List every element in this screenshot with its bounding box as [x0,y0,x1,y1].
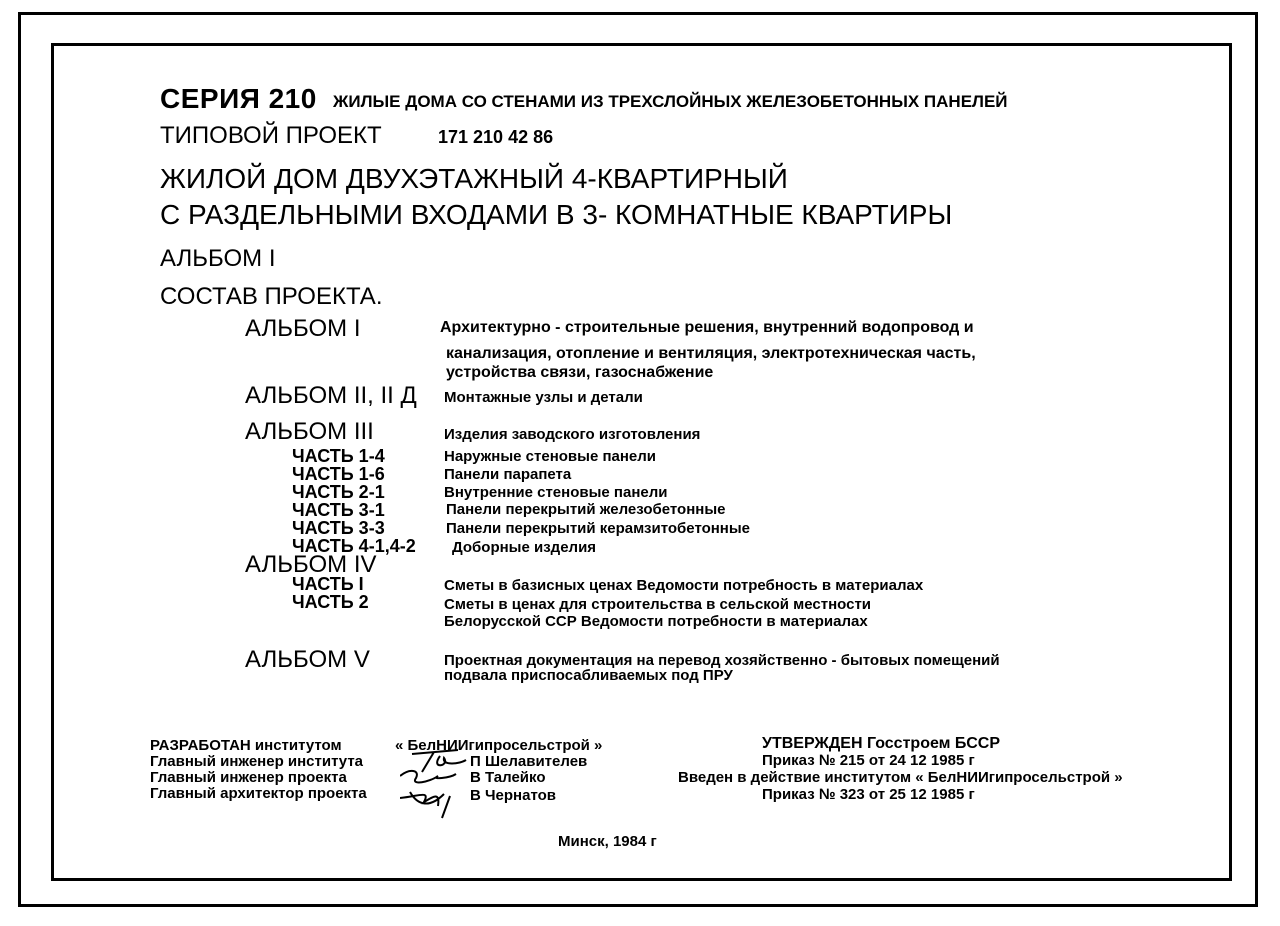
project-label: ТИПОВОЙ ПРОЕКТ [160,122,382,149]
album-4-part-2-label: ЧАСТЬ 2 [292,592,369,612]
album-3-part-label: ЧАСТЬ 1-6 [292,464,385,484]
city-year: Минск, 1984 г [558,833,657,850]
album-1-desc-line2: канализация, отопление и вентиляция, электротехническая часть, [446,345,976,362]
album-3-part-desc: Панели парапета [444,466,572,483]
album-3-part-desc: Внутренние стеновые панели [444,484,668,501]
album-1-desc-line3: устройства связи, газоснабжение [446,364,714,381]
chief-engineer-institute-name: П Шелавителев [470,753,588,770]
chief-architect-name: В Чернатов [470,787,556,804]
chief-engineer-institute-label: Главный инженер института [150,753,364,770]
album-2-label: АЛЬБОМ II, II Д [245,382,417,409]
album-4-part-1-label: ЧАСТЬ I [292,574,364,594]
album-3-part-desc: Панели перекрытий железобетонные [446,501,726,518]
album-3-part-label: ЧАСТЬ 2-1 [292,482,385,502]
album-1-label: АЛЬБОМ I [245,315,361,342]
album-4-label: АЛЬБОМ IV [245,551,377,578]
album-2-desc: Монтажные узлы и детали [444,389,643,406]
order-1: Приказ № 215 от 24 12 1985 г [762,752,975,769]
album-3-part-desc: Доборные изделия [452,539,597,556]
album-3-label: АЛЬБОМ III [245,418,374,445]
album-5-desc-line1: Проектная документация на перевод хозяйственно - бытовых помещений [444,652,1000,669]
project-number: 171 210 42 86 [438,127,554,147]
album-3-part-label: ЧАСТЬ 1-4 [292,446,385,466]
album-3-part-desc: Панели перекрытий керамзитобетонные [446,520,751,537]
album-5-desc-line2: подвала приспосабливаемых под ПРУ [444,667,733,684]
series-description: ЖИЛЫЕ ДОМА СО СТЕНАМИ ИЗ ТРЕХСЛОЙНЫХ ЖЕЛЕЗОБЕТОННЫХ ПАНЕЛЕЙ [333,92,1008,111]
album-4-part-1-desc: Сметы в базисных ценах Ведомости потребность в материалах [444,577,924,594]
album-1-desc-line1: Архитектурно - строительные решения, внутренний водопровод и [440,319,974,336]
order-2: Приказ № 323 от 25 12 1985 г [762,786,975,803]
album-3-part-label: ЧАСТЬ 4-1,4-2 [292,536,416,556]
institute-name: « БелНИИгипросельстрой » [395,737,603,754]
chief-engineer-project-label: Главный инженер проекта [150,769,347,786]
approved-by: УТВЕРЖДЕН Госстроем БССР [762,735,1000,752]
album-4-part-2-desc-line2: Белорусской ССР Ведомости потребности в материалах [444,613,868,630]
title-line-2: С РАЗДЕЛЬНЫМИ ВХОДАМИ В 3- КОМНАТНЫЕ КВАРТИРЫ [160,199,953,230]
album-title: АЛЬБОМ I [160,245,276,272]
album-3-part-label: ЧАСТЬ 3-1 [292,500,385,520]
introduced-by: Введен в действие институтом « БелНИИгипросельстрой » [678,769,1123,786]
title-line-1: ЖИЛОЙ ДОМ ДВУХЭТАЖНЫЙ 4-КВАРТИРНЫЙ [160,163,788,194]
chief-engineer-project-name: В Талейко [470,769,546,786]
signature-scribble [400,746,470,826]
chief-architect-label: Главный архитектор проекта [150,785,367,802]
composition-heading: СОСТАВ ПРОЕКТА. [160,283,383,310]
series-label: СЕРИЯ 210 [160,83,317,114]
album-3-part-label: ЧАСТЬ 3-3 [292,518,385,538]
album-4-part-2-desc-line1: Сметы в ценах для строительства в сельской местности [444,596,872,613]
album-3-part-desc: Наружные стеновые панели [444,448,657,465]
album-5-label: АЛЬБОМ V [245,646,370,673]
album-3-desc: Изделия заводского изготовления [444,426,701,443]
developed-by-label: РАЗРАБОТАН институтом [150,737,342,754]
